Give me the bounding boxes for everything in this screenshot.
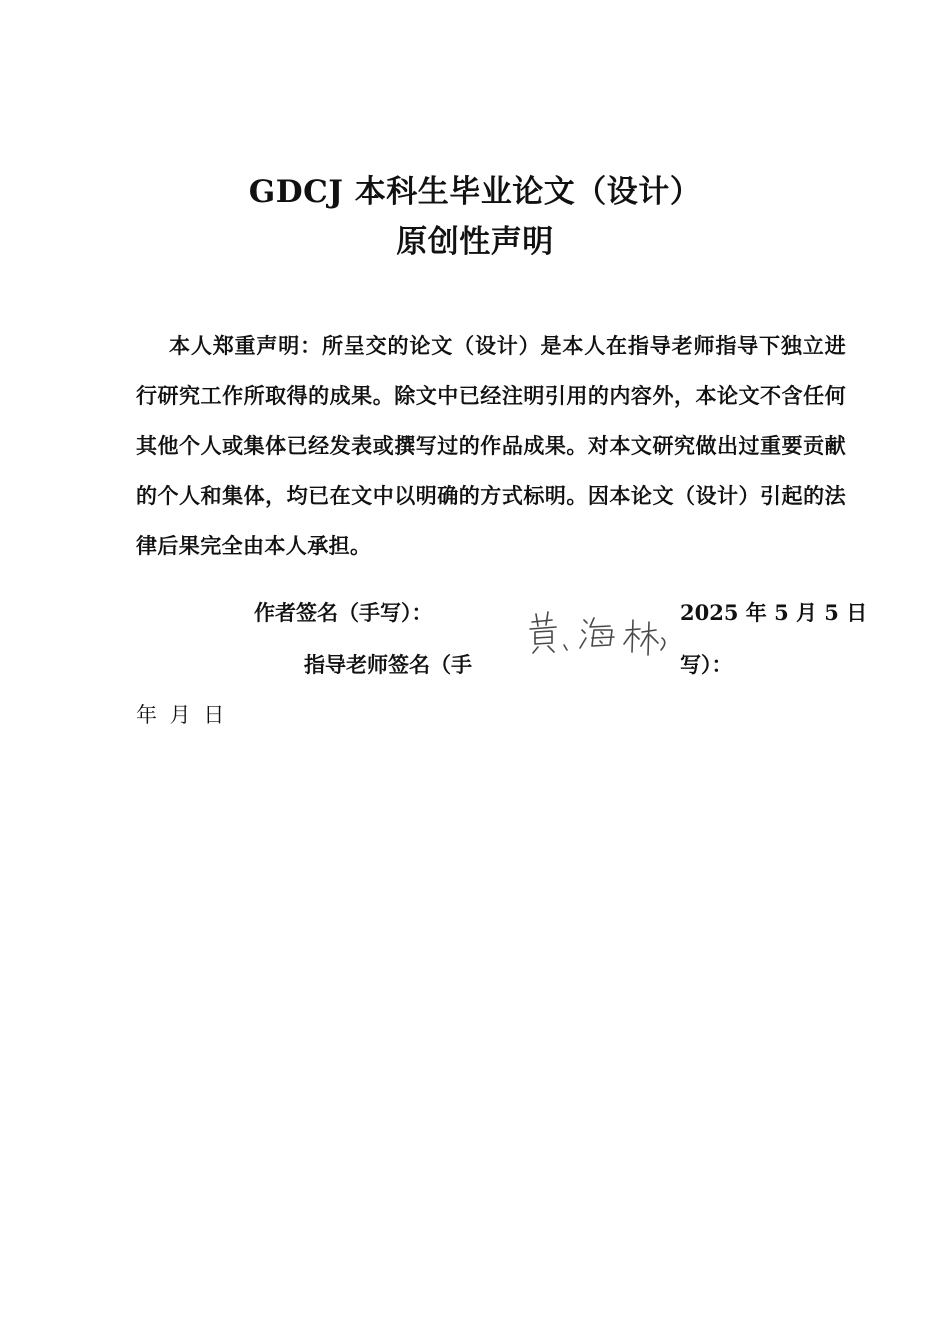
advisor-signature-label: 指导老师签名（手 [304, 652, 472, 677]
advisor-signature-label-continued: 写）： [680, 652, 733, 677]
document-title: GDCJ 本科生毕业论文（设计） [248, 174, 702, 210]
handwritten-signature [522, 600, 672, 672]
declaration-paragraph: 本人郑重声明：所呈交的论文（设计）是本人在指导老师指导下独立进行研究工作所取得的成果。除文中已经注明引用的内容外，本论文不含任何其他个人或集体已经发表或撰写过的作品成果。对本文研究做出过重要贡献的个人和集体，均已在文中以明确的方式标明。因本论文（设计）引起的法律后果完全由本人承担。 [136, 333, 846, 558]
document-subtitle: 原创性声明 [396, 224, 554, 260]
author-signature-label: 作者签名（手写）： [254, 600, 433, 625]
advisor-signature-date-blank: 年 月 日 [136, 703, 225, 727]
author-signature-date: 2025 年 5 月 5 日 [680, 600, 868, 625]
